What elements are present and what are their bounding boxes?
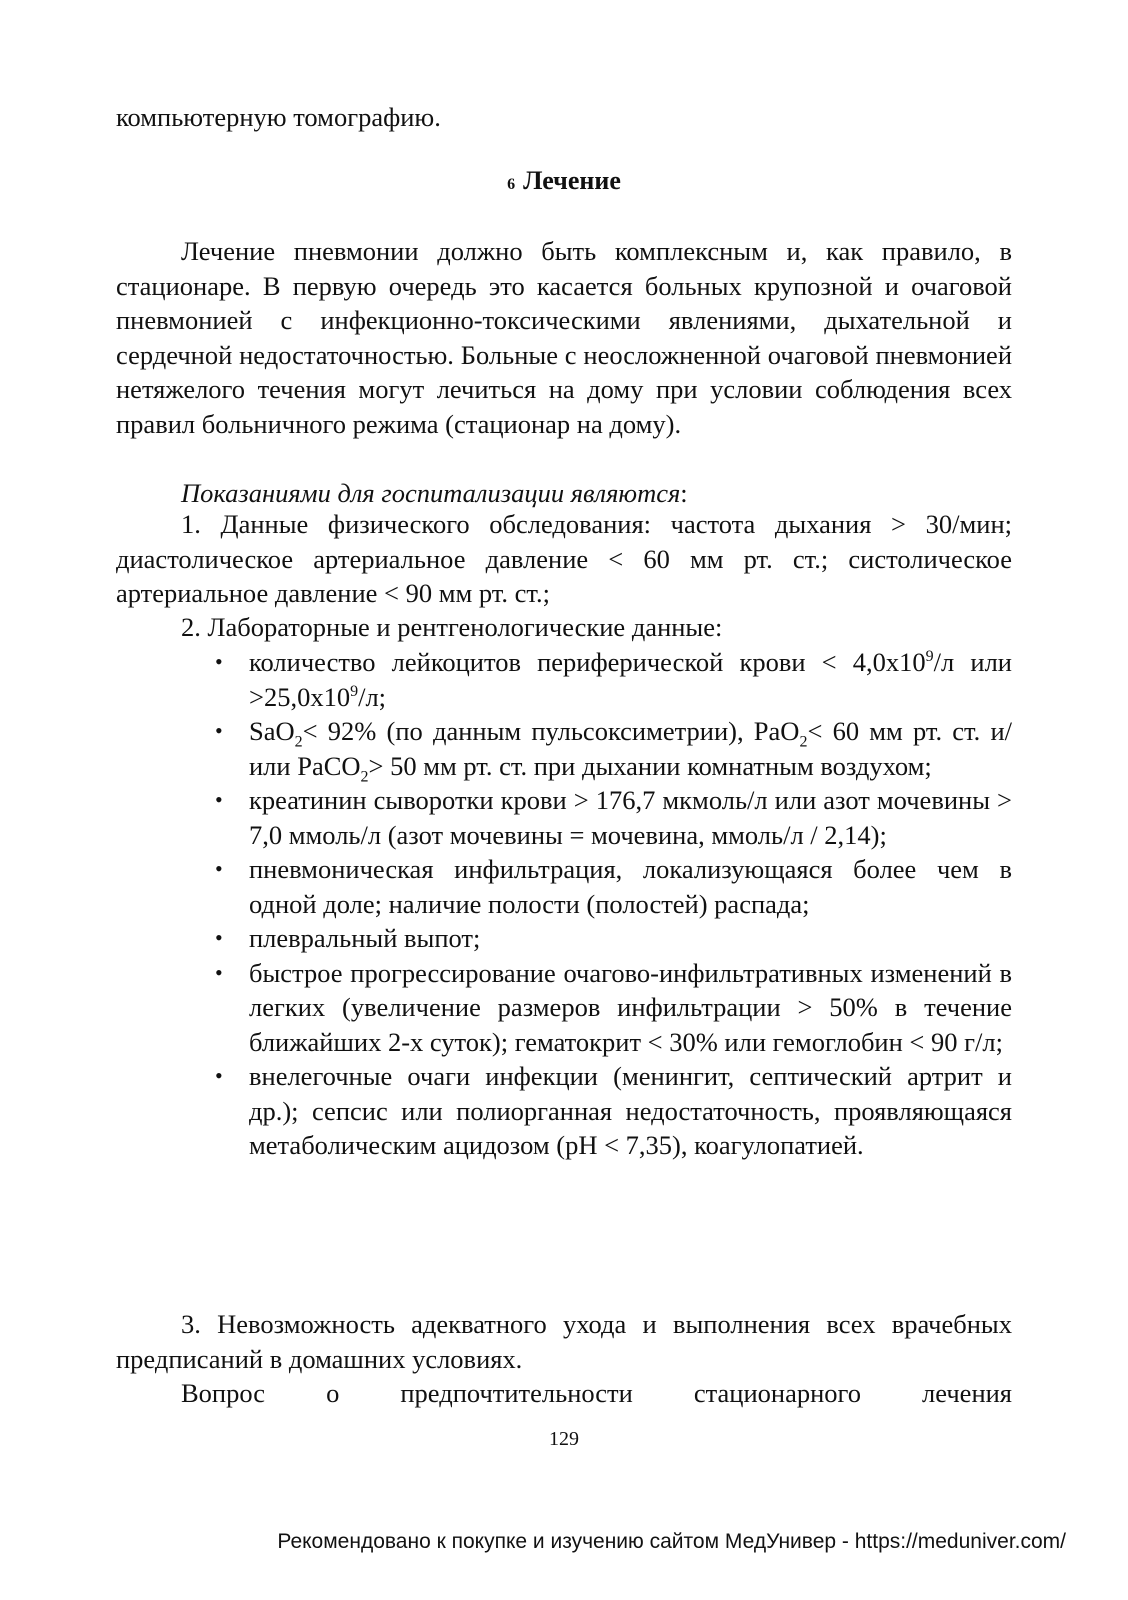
bullet-icon: • — [215, 959, 223, 985]
list-item: • плевральный выпот; — [215, 921, 1012, 956]
top-line: компьютерную томографию. — [116, 102, 441, 132]
bullet-icon: • — [215, 856, 223, 881]
indications-colon: : — [680, 478, 688, 508]
bullet-icon: • — [215, 925, 223, 950]
last-line: Вопрос о предпочтительности стационарного лечения — [181, 1378, 1012, 1408]
item-1: 1. Данные физического обследования: частота дыхания > 30/мин; диастолическое артериальное давление < 60 мм рт. ст.; систолическое артериальное давление < 90 мм рт. ст.; — [116, 509, 1012, 608]
bullet-icon: • — [215, 787, 223, 812]
footer-note: Рекомендовано к покупке и изучению сайтом МедУнивер - https://meduniver.com/ — [277, 1530, 1066, 1553]
list-item: • SaO$_2$< 92% (по данным пульсоксиметрии), PaO$_2$< 60 мм рт. ст. и/или PaCO$_2$> 50 мм рт. ст. при дыхании комнатным воздухом; — [215, 716, 1013, 785]
heading-title: Лечение — [523, 166, 621, 195]
hospitalization-criteria-list — [215, 645, 1012, 1163]
bullet-icon: • — [215, 649, 223, 674]
list-item: • креатинин сыворотки крови > 176,7 мкмоль/л или азот мочевины > 7,0 ммоль/л (азот мочевины = мочевина, ммоль/л / 2,14); — [215, 785, 1012, 850]
indications-heading — [116, 476, 1012, 511]
heading-mark: 6 — [507, 176, 516, 193]
list-item: • быстрое прогрессирование очагово-инфильтративных изменений в легких (увеличение размеров инфильтрации > 50% в течение ближайших 2-х суток); гематокрит < 30% или гемоглобин < 90 г/л; — [215, 957, 1012, 1057]
item-3: 3. Невозможность адекватного ухода и выполнения всех врачебных предписаний в домашних условиях. — [116, 1309, 1012, 1374]
list-item: • внелегочные очаги инфекции (менингит, септический артрит и др.); сепсис или полиорганная недостаточность, проявляющаяся метаболическим ацидозом (pH < 7,35), коагулопатией. — [215, 1061, 1012, 1160]
bullet-icon: • — [215, 1063, 223, 1088]
indications-lead: Показаниями для госпитализации являются — [181, 478, 681, 508]
page-number: 129 — [549, 1428, 579, 1450]
section-heading — [0, 166, 1128, 196]
list-item: • количество лейкоцитов периферической крови < $4,0x10^9/л$ или $>25,0x10^9/л$; — [215, 647, 1012, 712]
item-2: 2. Лабораторные и рентгенологические данные: — [181, 612, 723, 642]
paragraph-1: Лечение пневмонии должно быть комплексным и, как правило, в стационаре. В первую очередь это касается больных крупозной и очаговой пневмонией с инфекционно-токсическими явлениями, дыхательной и сердечной недостаточностью. Больные с неосложненной очаговой пневмонией нетяжелого течения могут лечиться на дому при условии соблюдения всех правил больничного режима (стационар на дому). — [116, 236, 1012, 439]
bullet-icon: • — [215, 718, 223, 743]
list-item: • пневмоническая инфильтрация, локализующаяся более чем в одной доле; наличие полости (полостей) распада; — [215, 854, 1012, 919]
